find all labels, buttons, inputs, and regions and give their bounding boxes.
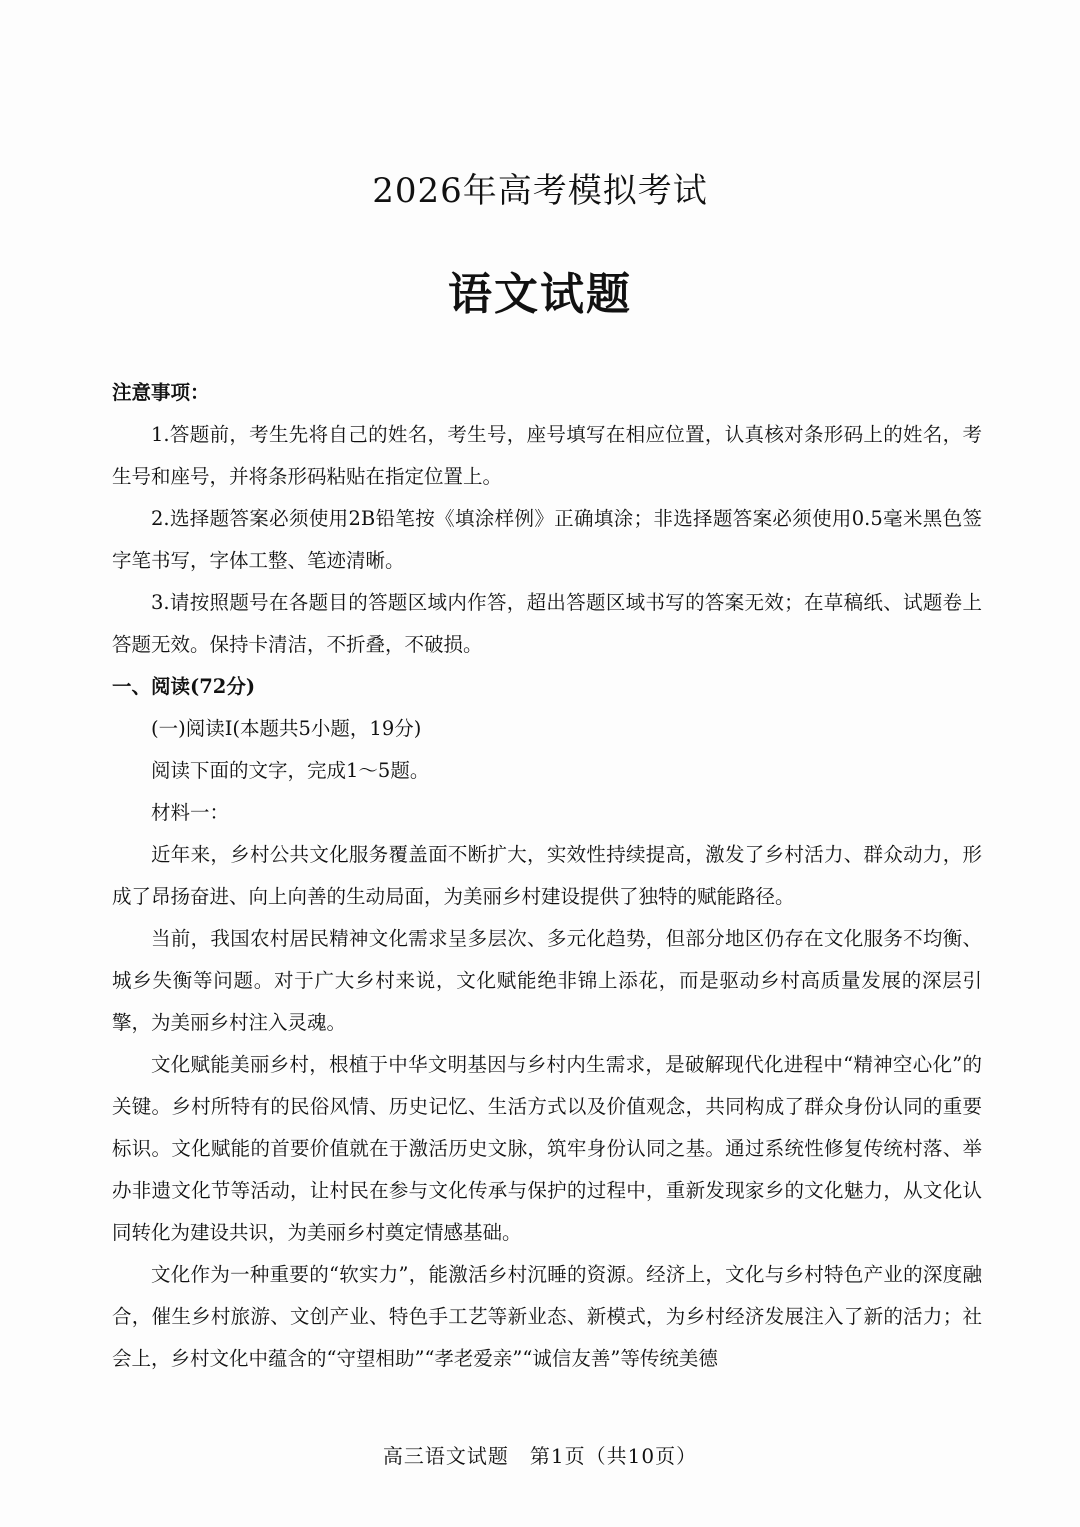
page-footer: 高三语文试题 第1页（共10页） (382, 1444, 698, 1468)
passage-paragraph-2: 当前，我国农村居民精神文化需求呈多层次、多元化趋势，但部分地区仍存在文化服务不均衡、城乡失衡等问题。对于广大乡村来说，文化赋能绝非锦上添花，而是驱动乡村高质量发展的深层引擎，为美丽乡村注入灵魂。 (112, 927, 982, 1034)
notice-item-3: 3.请按照题号在各题目的答题区域内作答，超出答题区域书写的答案无效；在草稿纸、试题卷上答题无效。保持卡清洁，不折叠，不破损。 (112, 591, 982, 656)
section-title: 一、阅读(72分) (112, 675, 256, 698)
reading-instruction: 阅读下面的文字，完成1～5题。 (151, 759, 430, 782)
passage-paragraph-4: 文化作为一种重要的“软实力”，能激活乡村沉睡的资源。经济上，文化与乡村特色产业的深度融合，催生乡村旅游、文创产业、特色手工艺等新业态、新模式，为乡村经济发展注入了新的活力；社会上，乡村文化中蕴含的“守望相助”“孝老爱亲”“诚信友善”等传统美德 (112, 1263, 982, 1370)
exam-body (112, 372, 982, 1380)
notice-heading: 注意事项： (112, 381, 210, 404)
passage-paragraph-3: 文化赋能美丽乡村，根植于中华文明基因与乡村内生需求，是破解现代化进程中“精神空心化”的关键。乡村所特有的民俗风情、历史记忆、生活方式以及价值观念，共同构成了群众身份认同的重要标识。文化赋能的首要价值就在于激活历史文脉，筑牢身份认同之基。通过系统性修复传统村落、举办非遗文化节等活动，让村民在参与文化传承与保护的过程中，重新发现家乡的文化魅力，从文化认同转化为建设共识，为美丽乡村奠定情感基础。 (112, 1053, 982, 1244)
subsection-title: (一)阅读Ⅰ(本题共5小题，19分) (151, 717, 422, 740)
notice-item-1: 1.答题前，考生先将自己的姓名，考生号，座号填写在相应位置，认真核对条形码上的姓名，考生号和座号，并将条形码粘贴在指定位置上。 (112, 423, 982, 488)
notice-item-2: 2.选择题答案必须使用2B铅笔按《填涂样例》正确填涂；非选择题答案必须使用0.5毫米黑色签字笔书写，字体工整、笔迹清晰。 (112, 507, 982, 572)
passage-paragraph-1: 近年来，乡村公共文化服务覆盖面不断扩大，实效性持续提高，激发了乡村活力、群众动力，形成了昂扬奋进、向上向善的生动局面，为美丽乡村建设提供了独特的赋能路径。 (112, 843, 982, 908)
material-label: 材料一： (151, 801, 230, 824)
exam-title: 2026年高考模拟考试 (372, 171, 708, 211)
subject-title: 语文试题 (448, 269, 632, 320)
